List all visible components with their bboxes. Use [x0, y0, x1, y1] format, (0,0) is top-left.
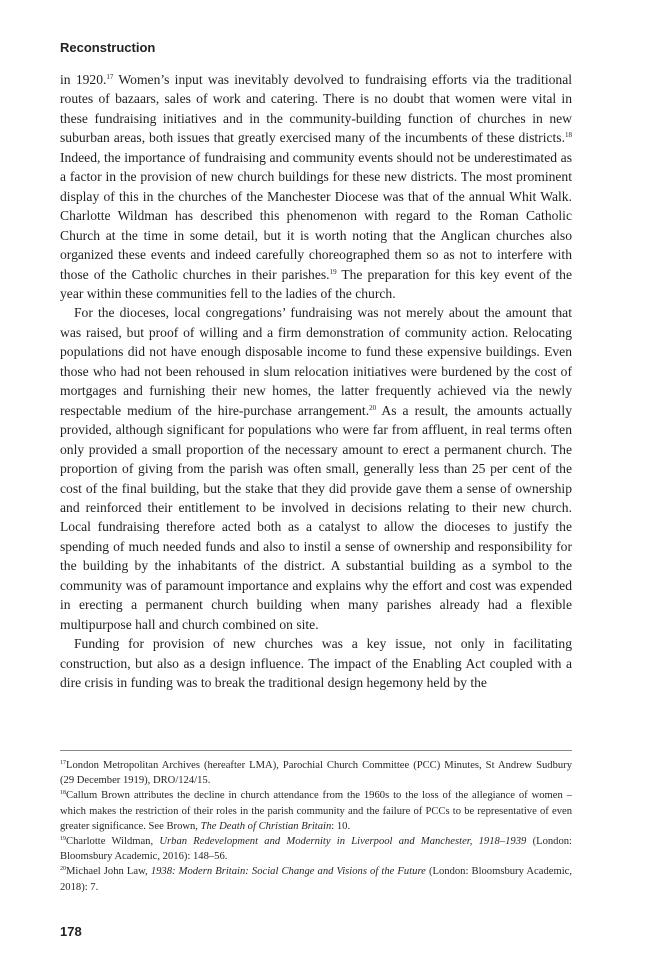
footnote-number: 17	[60, 760, 66, 766]
footnote-divider	[60, 750, 572, 751]
footnote: $^{20}$Michael John Law, 1938: Modern Britain: Social Change and Visions of the Future (London: Bloomsbury Academic, 2018): 7.	[60, 866, 572, 893]
footnote-number: 20	[60, 866, 66, 873]
footnote-ref[interactable]: 20	[369, 403, 377, 412]
running-head: Reconstruction	[60, 40, 156, 55]
paragraph: Funding for provision of new churches was a key issue, not only in facilitating construction, but also as a design influence. The impact of the Enabling Act coupled with a dire crisis in funding was to break the traditional design hegemony held by the	[60, 636, 572, 691]
footnotes	[60, 758, 572, 895]
footnote: $^{18}$Callum Brown attributes the decline in church attendance from the 1960s to the loss of the allegiance of women – which makes the restriction of their roles in the parish community and the failure of PCCs to be representative of even greater significance. See Brown, The Death of Christian Britain: 10.	[60, 790, 572, 832]
page-number: 178	[60, 924, 82, 939]
footnote-number: 19	[60, 836, 66, 843]
book-title: Urban Redevelopment and Modernity in Liverpool and Manchester, 1918–1939	[159, 836, 527, 848]
paragraph: For the dioceses, local congregations’ fundraising was not merely about the amount that was raised, but proof of willing and a firm demonstration of community action. Relocating populations did not have enough disposable income to fund these expensive buildings. Even those who had not been rehoused in slum relocation initiatives were burdened by the cost of mortgages and furnishing their new homes, the latter frequently achieved via the newly respectable medium of the hire-purchase arrangement.$^{20}$ As a result, the amounts actually provided, although significant for populations who were far from affluent, in real terms often only provided a small proportion of the necessary amount to erect a permanent church. The proportion of giving from the parish was often small, generally less than 25 per cent of the cost of the final building, but the stake that they did provide gave them a sense of ownership and reinforced their entitlement to be involved in decisions relating to their new church. Local fundraising therefore acted both as a catalyst to allow the dioceses to justify the spending of much needed funds and also to instil a sense of ownership and responsibility for the building by the inhabitants of the district. A substantial building as a symbol to the community was of paramount importance and explains why the effort and cost was expended in erecting a permanent church building when many parishes already had a flexible multipurpose hall and church combined on site.	[60, 305, 572, 632]
footnote-number: 18	[60, 790, 66, 797]
book-title: 1938: Modern Britain: Social Change and Visions of the Future	[150, 866, 426, 878]
paragraph: in 1920.17 Women’s input was inevitably devolved to fundraising efforts via the traditional routes of bazaars, sales of work and catering. There is no doubt that women were vital in these fundraising initiatives and in the community-building function of churches in new suburban areas, both issues that greatly exercised many of the incumbents of these districts.$^{18}$ Indeed, the importance of fundraising and community events should not be underestimated as a factor in the provision of new church buildings for these new districts. The most prominent display of this in the churches of the Manchester Diocese was that of the annual Whit Walk. Charlotte Wildman has described this phenomenon with regard to the Roman Catholic Church at the time in some detail, but it is worth noting that the Anglican churches also organized these events and indeed carefully choreographed them so as not to interfere with those of the Catholic churches in their parishes.$^{19}$ The preparation for this key event of the year within these communities fell to the ladies of the church.	[60, 72, 572, 301]
body-text	[60, 70, 572, 693]
footnote: $^{19}$Charlotte Wildman, Urban Redevelopment and Modernity in Liverpool and Manchester, 1918–1939 (London: Bloomsbury Academic, 2016): 148–56.	[60, 836, 572, 863]
footnote-ref[interactable]: 17	[106, 73, 114, 81]
footnote-ref[interactable]: 19	[329, 267, 337, 276]
footnote-ref[interactable]: 18	[565, 131, 572, 140]
footnote: $^{17}$London Metropolitan Archives (hereafter LMA), Parochial Church Committee (PCC) Minutes, St Andrew Sudbury (29 December 1919), DRO/124/15.	[60, 760, 572, 787]
book-title: The Death of Christian Britain	[200, 820, 332, 832]
